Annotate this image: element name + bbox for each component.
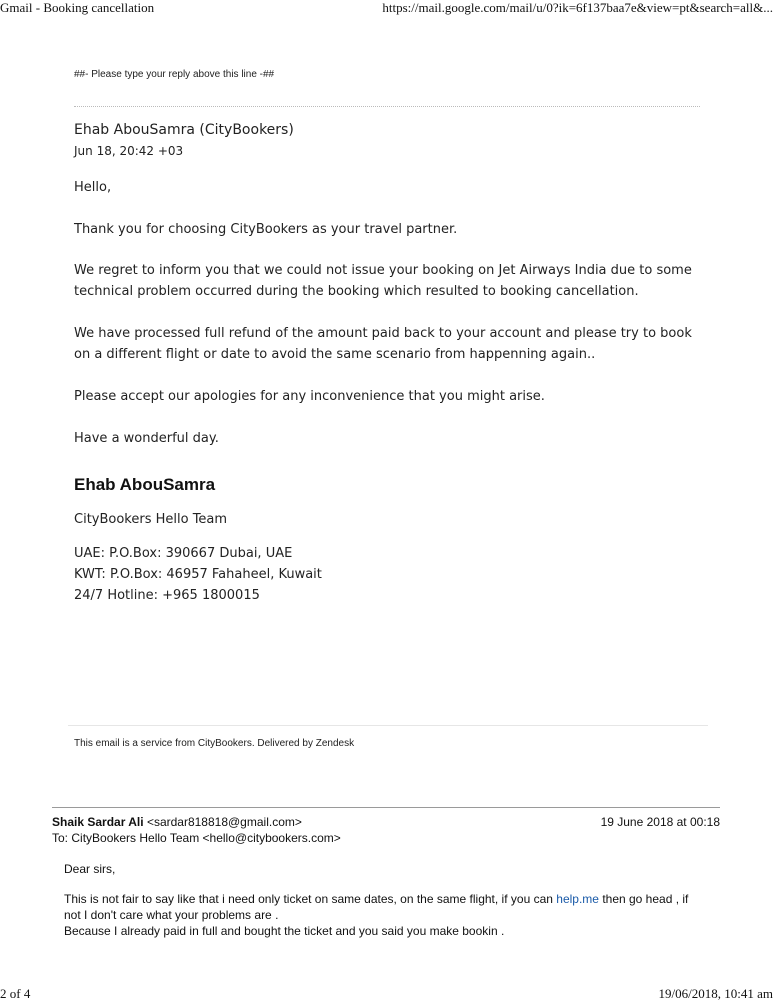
message-divider [52, 807, 720, 808]
print-header-title: Gmail - Booking cancellation [0, 0, 155, 15]
reply-body [64, 891, 714, 939]
sender-name: Ehab AbouSamra (CityBookers) [74, 122, 294, 138]
paragraph-thanks: Thank you for choosing CityBookers as your travel partner. [74, 222, 458, 237]
paragraph-closing: Have a wonderful day. [74, 431, 219, 446]
reply-date: 19 June 2018 at 00:18 [600, 815, 720, 829]
reply-body-line-1-start: This is not fair to say like that i need only ticket on same dates, on the same flight, if you can [64, 892, 553, 906]
paragraph-refund [74, 323, 714, 365]
reply-body-line-2: not I don't care what your problems are . [64, 908, 279, 922]
signature-uae-address: UAE: P.O.Box: 390667 Dubai, UAE [74, 546, 293, 561]
paragraph-regret-line-2: technical problem occurred during the booking which resulted to booking cancellation. [74, 284, 639, 299]
reply-marker: ##- Please type your reply above this line -## [74, 69, 275, 80]
reply-to-address: CityBookers Hello Team <hello@citybookers.com> [71, 831, 341, 845]
service-note: This email is a service from CityBookers. Delivered by Zendesk [74, 738, 355, 749]
reply-body-line-3: Because I already paid in full and bought the ticket and you said you make bookin . [64, 924, 505, 938]
paragraph-apology: Please accept our apologies for any inconvenience that you might arise. [74, 389, 545, 404]
reply-body-line-1 [64, 891, 714, 907]
reply-recipient [52, 831, 341, 845]
footer-divider [68, 725, 708, 726]
signature-kwt-address: KWT: P.O.Box: 46957 Fahaheel, Kuwait [74, 567, 322, 582]
dotted-divider [74, 106, 700, 107]
reply-greeting: Dear sirs, [64, 862, 116, 876]
print-header-url: https://mail.google.com/mail/u/0?ik=6f137baa7e&view=pt&search=all&... [382, 0, 773, 15]
reply-to-label: To: [52, 831, 69, 845]
reply-sender-email: <sardar818818@gmail.com> [146, 815, 302, 829]
help-me-link[interactable]: help.me [556, 892, 599, 906]
signature-team: CityBookers Hello Team [74, 512, 228, 527]
signature-name: Ehab AbouSamra [74, 475, 216, 494]
reply-body-line-1-end: then go head , if [602, 892, 689, 906]
reply-sender [52, 815, 302, 829]
signature-hotline: 24/7 Hotline: +965 1800015 [74, 588, 260, 603]
reply-sender-name: Shaik Sardar Ali [52, 815, 144, 829]
greeting: Hello, [74, 180, 112, 195]
paragraph-regret [74, 260, 714, 302]
paragraph-refund-line-1: We have processed full refund of the amount paid back to your account and please try to book [74, 326, 692, 341]
print-footer-datetime: 19/06/2018, 10:41 am [658, 986, 773, 1001]
paragraph-refund-line-2: on a different flight or date to avoid the same scenario from happenning again.. [74, 347, 596, 362]
message-date: Jun 18, 20:42 +03 [74, 144, 184, 158]
print-footer-page: 2 of 4 [0, 986, 31, 1001]
paragraph-regret-line-1: We regret to inform you that we could not issue your booking on Jet Airways India due to some [74, 263, 692, 278]
